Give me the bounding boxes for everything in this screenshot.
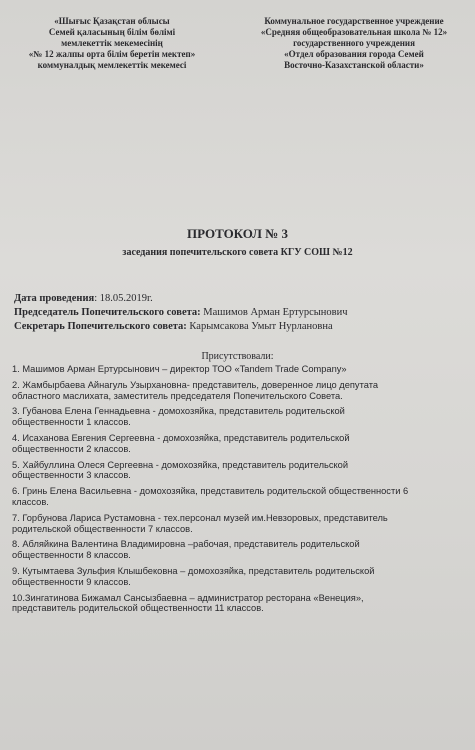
header-left-line: коммуналдық мемлекеттік мекемесі: [37, 60, 187, 70]
attendee-line: 2. Жамбырбаева Айнагуль Узырхановна- представитель, доверенное лицо депутата: [12, 379, 379, 390]
header-right-line: «Отдел образования города Семей: [284, 49, 424, 59]
chair-value: Машимов Арман Ертурсынович: [200, 307, 348, 318]
attendee-item: [12, 460, 464, 482]
secretary: [14, 321, 333, 332]
header-left-line: мемлекеттік мекемесінің: [61, 38, 163, 48]
attendee-item: [12, 486, 464, 508]
attendee-item: [12, 539, 464, 561]
attendee-line: 10.Зингатинова Бижамал Сансызбаевна – администратор ресторана «Венеция»,: [12, 592, 364, 603]
header-left-line: «Шығыс Қазақстан облысы: [54, 16, 170, 26]
header-right-russian: [248, 16, 460, 71]
meeting-date: [14, 293, 153, 304]
attendee-line: 5. Хайбуллина Олеся Сергеевна - домохозяйка, представитель родительской: [12, 459, 349, 470]
header-right-line: Коммунальное государственное учреждение: [264, 16, 444, 26]
attendee-line: представитель родительской общественности 11 классов.: [12, 603, 264, 614]
header-left-kazakh: [22, 16, 202, 71]
present-heading: Присутствовали:: [201, 351, 274, 362]
header-left-line: Семей қаласының білім бөлімі: [48, 27, 176, 37]
header-left-line: «№ 12 жалпы орта білім беретін мектеп»: [28, 49, 196, 59]
attendee-line: 7. Горбунова Лариса Рустамовна - тех.персонал музей им.Невзоровых, представитель: [12, 512, 388, 523]
attendee-item: [12, 513, 464, 535]
secretary-label: Секретарь Попечительского совета:: [14, 321, 187, 332]
attendee-line: 8. Абляйкина Валентина Владимировна –рабочая, представитель родительской: [12, 539, 360, 550]
attendee-line: 6. Гринь Елена Васильевна - домохозяйка, представитель родительской общественности 6: [12, 486, 409, 497]
attendee-line: 4. Исаханова Евгения Сергеевна - домохозяйка, представитель родительской: [12, 432, 350, 443]
protocol-title: ПРОТОКОЛ № 3: [186, 226, 289, 241]
attendee-line: 1. Машимов Арман Ертурсынович – директор ТОО «Tandem Trade Company»: [12, 364, 347, 374]
attendee-line: родительской общественности 7 классов.: [12, 523, 193, 534]
attendee-line: общественности 3 классов.: [12, 470, 131, 481]
attendee-item: [12, 593, 464, 615]
attendee-item: [12, 566, 464, 588]
header-right-line: Восточно-Казахстанской области»: [284, 60, 424, 70]
attendee-line: областного маслихата, заместитель председателя Попечительского Совета.: [12, 390, 343, 401]
header-right-line: государственного учреждения: [293, 38, 415, 48]
protocol-subtitle: заседания попечительского совета КГУ СОШ №12: [122, 247, 353, 258]
date-value: : 18.05.2019г.: [94, 293, 153, 304]
date-label: Дата проведения: [14, 293, 95, 304]
attendee-item: [12, 433, 464, 455]
chairman: [14, 307, 348, 318]
attendee-item: [12, 380, 464, 402]
header-right-line: «Средняя общеобразовательная школа № 12»: [260, 27, 448, 37]
attendee-item: [12, 364, 464, 375]
secretary-value: Карымсакова Умыт Нурлановна: [186, 321, 333, 332]
attendee-line: общественности 9 классов.: [12, 576, 131, 587]
attendee-line: 3. Губанова Елена Геннадьевна - домохозяйка, представитель родительской: [12, 406, 345, 417]
attendee-item: [12, 406, 464, 428]
chair-label: Председатель Попечительского совета:: [14, 307, 201, 318]
attendee-line: общественности 1 классов.: [12, 417, 131, 428]
attendee-list: [12, 364, 464, 619]
attendee-line: 9. Кутымтаева Зульфия Клышбековна – домохозяйка, представитель родительской: [12, 565, 375, 576]
attendee-line: классов.: [12, 496, 49, 507]
attendee-line: общественности 2 классов.: [12, 443, 131, 454]
attendee-line: общественности 8 классов.: [12, 550, 131, 561]
